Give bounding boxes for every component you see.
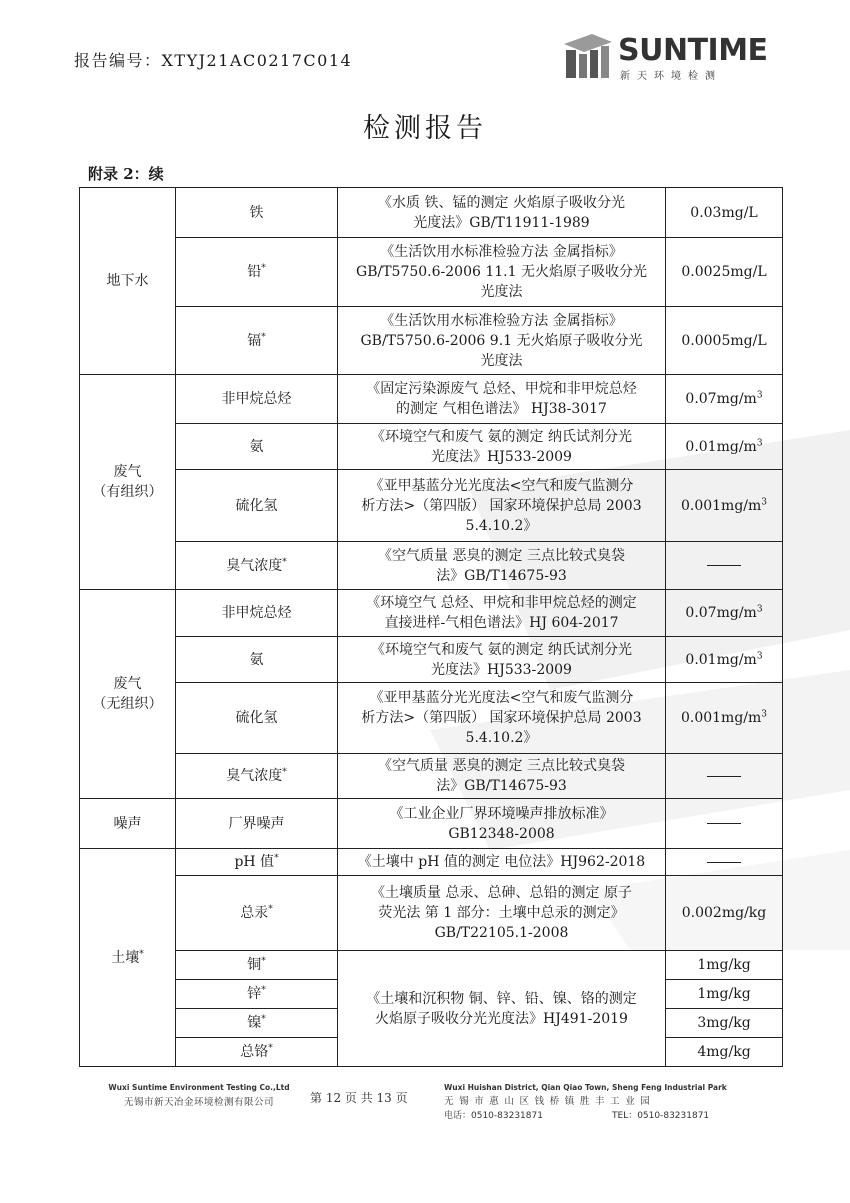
limit-cell: 4mg/kg — [666, 1038, 783, 1067]
method-cell: 《土壤中 pH 值的测定 电位法》HJ962-2018 — [338, 849, 666, 876]
not-applicable-dash — [707, 565, 741, 566]
item-cell: 总铬* — [176, 1038, 338, 1067]
item-cell: pH 值* — [176, 849, 338, 876]
item-cell: 臭气浓度* — [176, 542, 338, 590]
limit-cell: $0.01mg/m^3$ — [666, 424, 783, 470]
table-row — [80, 188, 783, 238]
table-row — [80, 424, 783, 470]
address-en: Wuxi Huishan District, Qian Qiao Town, Sheng Feng Industrial Park — [444, 1083, 727, 1092]
limit-cell: 3mg/kg — [666, 1009, 783, 1038]
method-cell: 《亚甲基蓝分光光度法<空气和废气监测分 析方法>（第四版） 国家环境保护总局 2003 5.4.10.2》 — [338, 683, 666, 754]
group-noise: 噪声 — [80, 799, 176, 849]
table-row — [80, 754, 783, 799]
suntime-logo-icon — [562, 30, 614, 82]
page-title: 检测报告 — [363, 113, 487, 144]
limit-cell: $0.01mg/m^3$ — [666, 637, 783, 683]
table-row — [80, 375, 783, 424]
group-soil: 土壤* — [80, 849, 176, 1067]
shared-method-cell: 《土壤和沉积物 铜、锌、铅、镍、铬的测定 火焰原子吸收分光光度法》HJ491-2019 — [338, 951, 666, 1067]
table-row — [80, 590, 783, 637]
limit-cell: $0.07mg/m^3$ — [666, 590, 783, 637]
not-applicable-dash — [707, 862, 741, 863]
limit-cell: $0.001mg/m^3$ — [666, 683, 783, 754]
contact-line — [444, 1108, 754, 1120]
appendix-label: 附录 2：续 — [88, 165, 164, 183]
item-cell: 氨 — [176, 424, 338, 470]
table-row — [80, 683, 783, 754]
method-cell: 《环境空气和废气 氨的测定 纳氏试剂分光 光度法》HJ533-2009 — [338, 637, 666, 683]
limit-cell: $0.07mg/m^3$ — [666, 375, 783, 424]
method-cell: 《生活饮用水标准检验方法 金属指标》 GB/T5750.6-2006 9.1 无火焰原子吸收分光 光度法 — [338, 307, 666, 375]
item-cell: 非甲烷总烃 — [176, 590, 338, 637]
not-applicable-dash — [707, 776, 741, 777]
method-cell: 《空气质量 恶臭的测定 三点比较式臭袋 法》GB/T14675-93 — [338, 542, 666, 590]
logo-brand-text: SUNTIME — [618, 33, 768, 68]
method-cell: 《生活饮用水标准检验方法 金属指标》 GB/T5750.6-2006 11.1 无火焰原子吸收分光 光度法 — [338, 238, 666, 307]
item-cell: 铅* — [176, 238, 338, 307]
limit-cell: 0.03mg/L — [666, 188, 783, 238]
group-waste-gas-organized: 废气 （有组织） — [80, 375, 176, 590]
table-row — [80, 799, 783, 849]
table-row — [80, 951, 783, 980]
item-cell: 铁 — [176, 188, 338, 238]
limit-cell: 0.0025mg/L — [666, 238, 783, 307]
limit-cell: 0.0005mg/L — [666, 307, 783, 375]
table-row — [80, 307, 783, 375]
method-cell: 《亚甲基蓝分光光度法<空气和废气监测分 析方法>（第四版） 国家环境保护总局 2003 5.4.10.2》 — [338, 470, 666, 542]
limit-cell — [666, 754, 783, 799]
phone-number: 电话：0510-83231871 — [444, 1111, 543, 1121]
page-number: 第 12 页 共 13 页 — [310, 1091, 408, 1105]
company-name-en: Wuxi Suntime Environment Testing Co.,Ltd — [108, 1083, 290, 1092]
item-cell: 锌* — [176, 980, 338, 1009]
tel-number: TEL：0510-83231871 — [612, 1111, 710, 1121]
table-row — [80, 637, 783, 683]
group-groundwater: 地下水 — [80, 188, 176, 375]
logo-subtitle: 新天环境检测 — [620, 71, 722, 82]
limit-cell: 1mg/kg — [666, 980, 783, 1009]
method-cell: 《固定污染源废气 总烃、甲烷和非甲烷总烃 的测定 气相色谱法》 HJ38-3017 — [338, 375, 666, 424]
table-row — [80, 849, 783, 876]
item-cell: 硫化氢 — [176, 470, 338, 542]
report-number: 报告编号：XTYJ21AC0217C014 — [74, 51, 353, 70]
company-name-cn: 无锡市新天冶金环境检测有限公司 — [123, 1097, 274, 1108]
group-waste-gas-unorganized: 废气 （无组织） — [80, 590, 176, 799]
method-cell: 《工业企业厂界环境噪声排放标准》 GB12348-2008 — [338, 799, 666, 849]
method-cell: 《环境空气 总烃、甲烷和非甲烷总烃的测定 直接进样-气相色谱法》HJ 604-2017 — [338, 590, 666, 637]
footer-address — [444, 1083, 754, 1120]
address-cn: 无锡市惠山区钱桥镇胜丰工业园 — [444, 1096, 656, 1107]
item-cell: 臭气浓度* — [176, 754, 338, 799]
item-cell: 非甲烷总烃 — [176, 375, 338, 424]
limit-cell — [666, 799, 783, 849]
item-cell: 镍* — [176, 1009, 338, 1038]
item-cell: 氨 — [176, 637, 338, 683]
table-row — [80, 876, 783, 951]
limit-cell — [666, 849, 783, 876]
limit-cell — [666, 542, 783, 590]
not-applicable-dash — [707, 823, 741, 824]
method-cell: 《空气质量 恶臭的测定 三点比较式臭袋 法》GB/T14675-93 — [338, 754, 666, 799]
method-cell: 《水质 铁、锰的测定 火焰原子吸收分光 光度法》GB/T11911-1989 — [338, 188, 666, 238]
limit-cell: 1mg/kg — [666, 951, 783, 980]
method-cell: 《环境空气和废气 氨的测定 纳氏试剂分光 光度法》HJ533-2009 — [338, 424, 666, 470]
item-cell: 硫化氢 — [176, 683, 338, 754]
table-row — [80, 238, 783, 307]
item-cell: 总汞* — [176, 876, 338, 951]
item-cell: 铜* — [176, 951, 338, 980]
company-logo — [562, 30, 768, 85]
limit-cell: 0.002mg/kg — [666, 876, 783, 951]
table-row — [80, 542, 783, 590]
item-cell: 镉* — [176, 307, 338, 375]
test-method-table — [79, 187, 783, 1067]
item-cell: 厂界噪声 — [176, 799, 338, 849]
method-cell: 《土壤质量 总汞、总砷、总铅的测定 原子 荧光法 第 1 部分：土壤中总汞的测定》 GB/T22105.1-2008 — [338, 876, 666, 951]
limit-cell: $0.001mg/m^3$ — [666, 470, 783, 542]
footer-company — [94, 1083, 304, 1108]
table-row — [80, 470, 783, 542]
